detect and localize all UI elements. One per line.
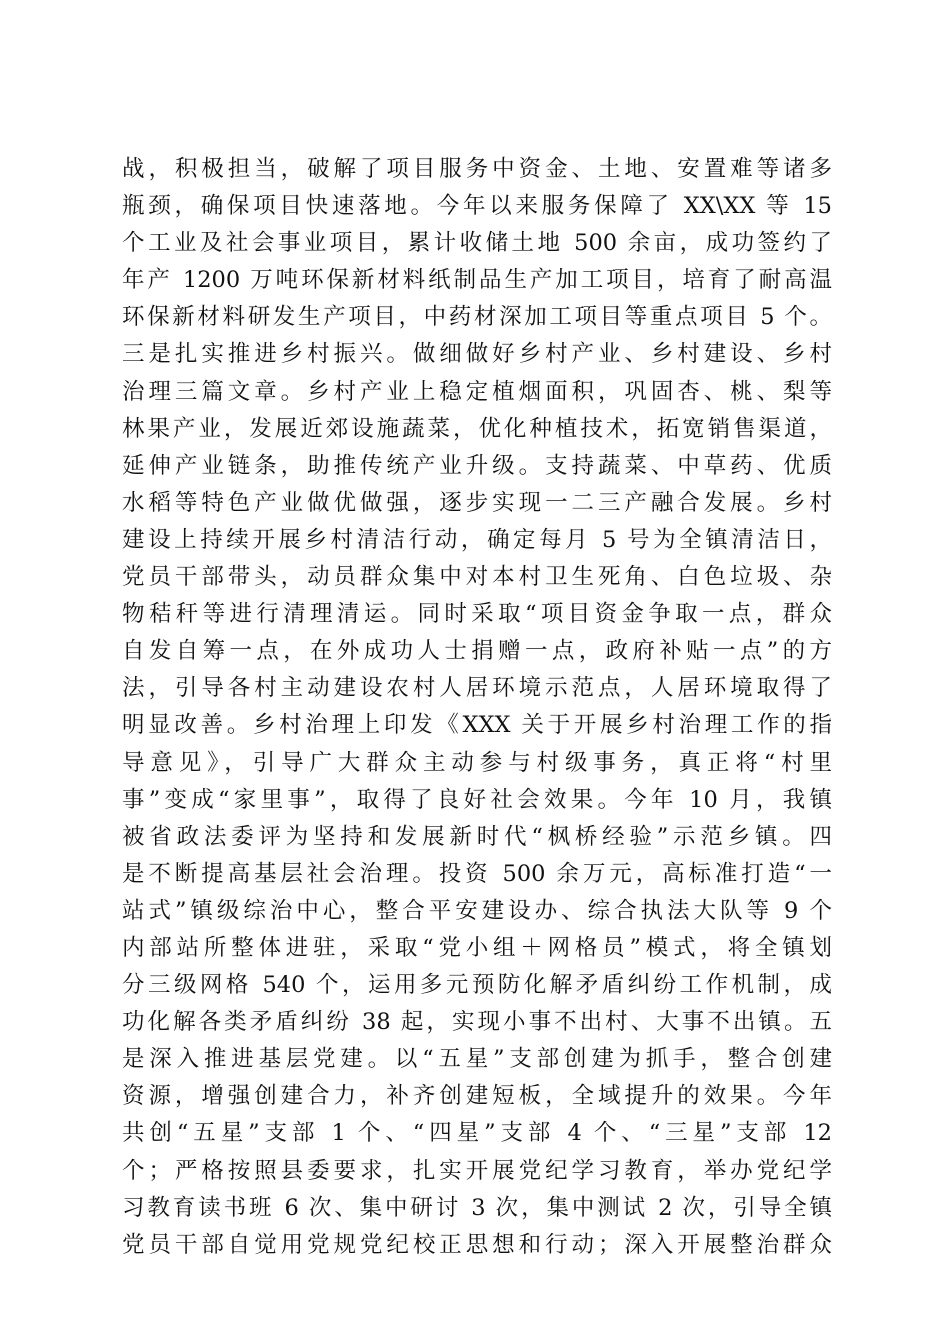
text-line-4: 年产 1200 万吨环保新材料纸制品生产加工项目，培育了耐高温 <box>122 267 832 294</box>
text-line-21: 站式”镇级综治中心，整合平安建设办、综合执法大队等 9 个 <box>122 897 832 924</box>
text-line-6: 三是扎实推进乡村振兴。做细做好乡村产业、乡村建设、乡村 <box>122 341 832 368</box>
text-line-16: 明显改善。乡村治理上印发《XXX 关于开展乡村治理工作的指 <box>122 712 832 739</box>
text-line-26: 资源，增强创建合力，补齐创建短板，全域提升的效果。今年 <box>122 1083 832 1110</box>
body-paragraph <box>122 151 832 1264</box>
text-line-14: 自发自筹一点，在外成功人士捐赠一点，政府补贴一点”的方 <box>122 638 832 665</box>
text-line-27: 共创“五星”支部 1 个、“四星”支部 4 个、“三星”支部 12 <box>122 1120 832 1147</box>
text-line-10: 水稻等特色产业做优做强，逐步实现一二三产融合发展。乡村 <box>122 489 832 516</box>
text-line-7: 治理三篇文章。乡村产业上稳定植烟面积，巩固杏、桃、梨等 <box>122 378 832 405</box>
text-line-18: 事”变成“家里事”，取得了良好社会效果。今年 10 月，我镇 <box>122 786 832 813</box>
text-line-11: 建设上持续开展乡村清洁行动，确定每月 5 号为全镇清洁日， <box>122 526 832 553</box>
text-line-28: 个；严格按照县委要求，扎实开展党纪学习教育，举办党纪学 <box>122 1157 832 1184</box>
text-line-17: 导意见》，引导广大群众主动参与村级事务，真正将“村里 <box>122 749 832 776</box>
text-line-5: 环保新材料研发生产项目，中药材深加工项目等重点项目 5 个。 <box>122 304 832 331</box>
text-line-15: 法，引导各村主动建设农村人居环境示范点，人居环境取得了 <box>122 675 832 702</box>
text-line-30: 党员干部自觉用党规党纪校正思想和行动；深入开展整治群众 <box>122 1231 832 1258</box>
text-line-9: 延伸产业链条，助推传统产业升级。支持蔬菜、中草药、优质 <box>122 452 832 479</box>
text-line-22: 内部站所整体进驻，采取“党小组＋网格员”模式，将全镇划 <box>122 934 832 961</box>
text-line-19: 被省政法委评为坚持和发展新时代“枫桥经验”示范乡镇。四 <box>122 823 832 850</box>
text-line-23: 分三级网格 540 个，运用多元预防化解矛盾纠纷工作机制，成 <box>122 972 832 999</box>
text-line-25: 是深入推进基层党建。以“五星”支部创建为抓手，整合创建 <box>122 1046 832 1073</box>
text-line-12: 党员干部带头，动员群众集中对本村卫生死角、白色垃圾、杂 <box>122 564 832 591</box>
text-line-3: 个工业及社会事业项目，累计收储土地 500 余亩，成功签约了 <box>122 230 832 257</box>
text-line-29: 习教育读书班 6 次、集中研讨 3 次，集中测试 2 次，引导全镇 <box>122 1194 832 1221</box>
text-line-13: 物秸秆等进行清理清运。同时采取“项目资金争取一点，群众 <box>122 601 832 628</box>
text-line-24: 功化解各类矛盾纠纷 38 起，实现小事不出村、大事不出镇。五 <box>122 1009 832 1036</box>
text-line-1: 战，积极担当，破解了项目服务中资金、土地、安置难等诸多 <box>122 156 832 182</box>
text-line-2: 瓶颈，确保项目快速落地。今年以来服务保障了 XX\XX 等 15 <box>122 193 832 220</box>
text-line-20: 是不断提高基层社会治理。投资 500 余万元，高标准打造“一 <box>122 860 832 887</box>
text-line-8: 林果产业，发展近郊设施蔬菜，优化种植技术，拓宽销售渠道， <box>122 415 832 442</box>
